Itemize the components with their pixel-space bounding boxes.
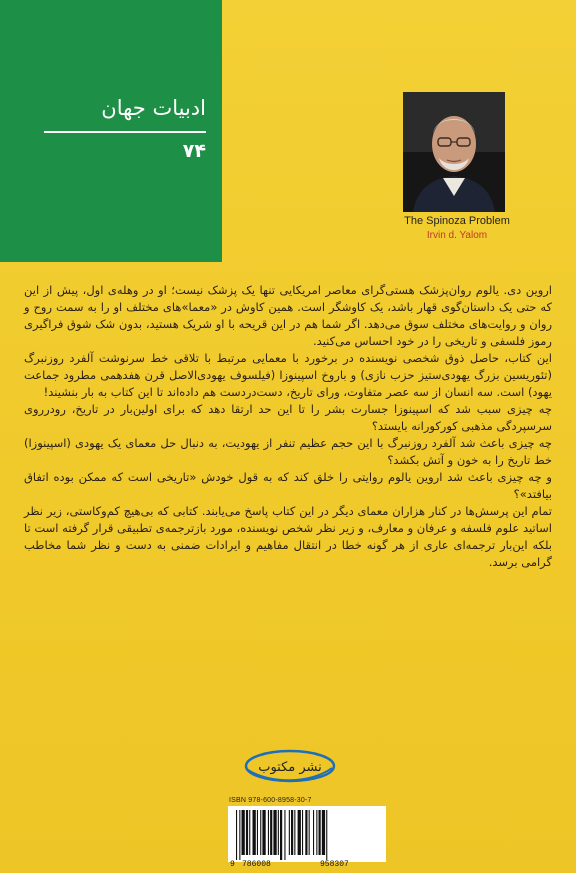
isbn-label: ISBN 978-600-8958-30-7 <box>229 797 312 804</box>
barcode-bar <box>280 810 282 860</box>
description-paragraph: تمام این پرسش‌ها در کنار هزاران معمای دیگر در این کتاب پاسخ می‌یابند. کتابی که بی‌هیچ کم‌وکاستی، زیر نظر اساتید علوم فلسفه و عرفان و معارف، و زیر نظر شخص نویسنده، مورد بازترجمه‌ی تطبیقی قرار گرفته است تا بلکه این‌بار ترجمه‌ای عاری از هر گونه خطا در انتقال مفاهیم و ایرادات ضمنی به دست و نظر شما مخاطب گرامی برسد. <box>24 504 552 569</box>
series-number: ۷۴ <box>182 140 206 162</box>
description-paragraph: اروین دی. یالوم روان‌پزشک هستی‌گرای معاصر امریکایی تنها یک پزشک نیست؛ او در وهله‌ی اول، پیش از این که حتی یک داستان‌گوی قهار باشد، یک کاوشگر است. همین کاوش در «معما»های مختلف او را به سمت روح و روان و روایت‌های مختلف سوق می‌دهد. اگر شما هم در این قریحه با او شریک هستید، بدون شک شوق فراگیری رموز فلسفی و تاریخی را در خود احساس می‌کنید. <box>24 283 552 348</box>
barcode-right-digits: 958307 <box>320 860 349 869</box>
description-paragraph: چه چیزی باعث شد آلفرد روزنبرگ با این حجم عظیم تنفر از یهودیت، به دنبال حل معمای یک یهودی (اسپینوزا) خط تاریخ را به خون و آتش بکشد؟ <box>24 436 552 467</box>
barcode-bar <box>270 810 272 855</box>
barcode-bar <box>253 810 256 855</box>
book-description <box>24 282 552 571</box>
barcode-bar <box>273 810 276 855</box>
barcode-bar <box>236 810 237 860</box>
barcode-bar <box>246 810 248 855</box>
barcode-bar <box>257 810 258 855</box>
barcode-bar <box>313 810 314 855</box>
barcode-bar <box>305 810 307 855</box>
barcode-bar <box>302 810 303 855</box>
barcode-bar <box>242 810 245 855</box>
barcode-bar <box>294 810 295 855</box>
series-block <box>0 0 222 262</box>
description-paragraph: این کتاب، حاصل ذوق شخصی نویسنده در برخورد با معمایی مرتبط با تلاقی خط سرنوشت آلفرد روزنبرگ (تئوریسین بزرگ یهودی‌ستیز حزب نازی) و باروخ اسپینوزا (فیلسوف یهودی‌الاصل قرن هفدهمی مطرود جماعت یهود) است. سه انسان از سه عصر متفاوت، ورای تاریخ، دست‌در‌دست هم داده‌اند تا این کتاب به بار بنشیند! <box>24 351 552 399</box>
barcode-bar <box>322 810 325 855</box>
barcode-bar <box>291 810 293 855</box>
barcode-bar <box>268 810 269 855</box>
publisher-logo <box>240 740 340 788</box>
barcode <box>228 806 386 862</box>
description-paragraph: و چه چیزی باعث شد اروین یالوم روایتی را خلق کند که به قول خودش «تاریخی است که ممکن بوده اتفاق بیافتد»؟ <box>24 470 552 501</box>
barcode-first-digit: 9 <box>230 860 235 869</box>
barcode-bar <box>319 810 321 855</box>
barcode-bar <box>260 810 261 855</box>
barcode-left-digits: 786008 <box>242 860 271 869</box>
barcode-bar <box>239 810 240 860</box>
author-photo <box>403 92 505 212</box>
barcode-bar <box>284 810 285 860</box>
barcode-bar <box>316 810 317 855</box>
barcode-bar <box>249 810 250 855</box>
barcode-bar <box>326 810 327 860</box>
barcode-bar <box>298 810 301 855</box>
series-divider <box>44 131 206 133</box>
author-name-en: Irvin d. Yalom <box>426 230 488 241</box>
book-title-en: The Spinoza Problem <box>404 215 510 227</box>
barcode-bar <box>278 810 279 855</box>
description-paragraph: چه چیزی سبب شد که اسپینوزا جسارت بشر را تا این حد ارتقا دهد که برای اولین‌بار در تاریخ، رودررو‌ی سرسپردگی مذهبی کورکورانه بایستد؟ <box>24 402 552 433</box>
series-title: ادبیات جهان <box>101 96 206 120</box>
barcode-bar <box>262 810 265 855</box>
barcode-bar <box>289 810 290 855</box>
publisher-logo-text: نشر مکتوب <box>258 760 322 775</box>
barcode-bar <box>309 810 310 855</box>
